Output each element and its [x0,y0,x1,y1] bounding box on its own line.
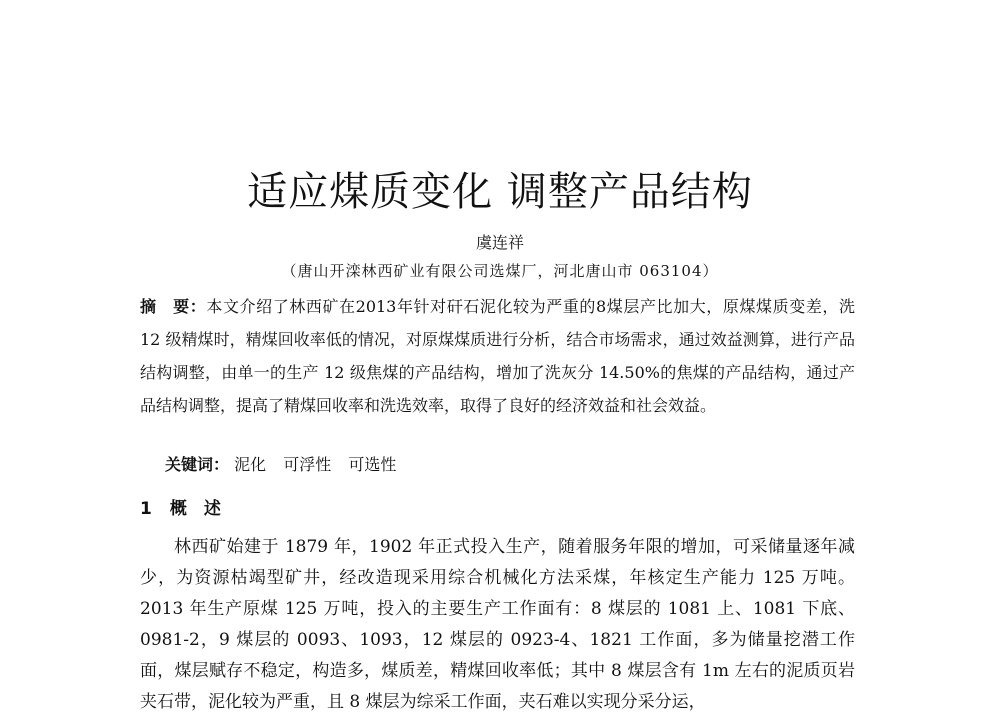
section-heading [140,494,221,519]
section-number: 1 [140,499,152,519]
section-title: 概 述 [169,499,221,519]
keywords-label: 关键词： [165,455,230,474]
abstract [140,290,855,422]
author-affiliation: （唐山开滦林西矿业有限公司选煤厂，河北唐山市 063104） [281,262,719,280]
keyword-item: 泥化 [234,455,267,474]
abstract-text: 本文介绍了林西矿在2013年针对矸石泥化较为严重的8煤层产比加大，原煤煤质变差，洗 12 级精煤时，精煤回收率低的情况，对原煤煤质进行分析，结合市场需求，通过效益测算，进行产品结构调整，由单一的生产 12 级焦煤的产品结构，增加了洗灰分 14.50%的焦煤的产品结构，通过产品结构调整，提高了精煤回收率和洗选效率，取得了良好的经济效益和社会效益。 [140,297,855,415]
paper-title: 适应煤质变化 调整产品结构 [247,169,753,215]
author-name: 虞连祥 [475,233,524,252]
abstract-label: 摘 要： [140,297,207,316]
body-paragraph: 林西矿始建于 1879 年，1902 年正式投入生产，随着服务年限的增加，可采储量逐年减少，为资源枯竭型矿井，经改造现采用综合机械化方法采煤，年核定生产能力 125 万吨。2013 年生产原煤 125 万吨，投入的主要生产工作面有：8 煤层的 1081 上、1081 下底、0981-2，9 煤层的 0093、1093，12 煤层的 0923-4、1821 工作面，多为储量挖潜工作面，煤层赋存不稳定，构造多，煤质差，精煤回收率低；其中 8 煤层含有 1m 左右的泥质页岩夹石带，泥化较为严重，且 8 煤层为综采工作面，夹石难以实现分采分运， [140,537,855,712]
keyword-item: 可选性 [348,455,397,474]
keywords [165,452,408,475]
keyword-item: 可浮性 [283,455,332,474]
